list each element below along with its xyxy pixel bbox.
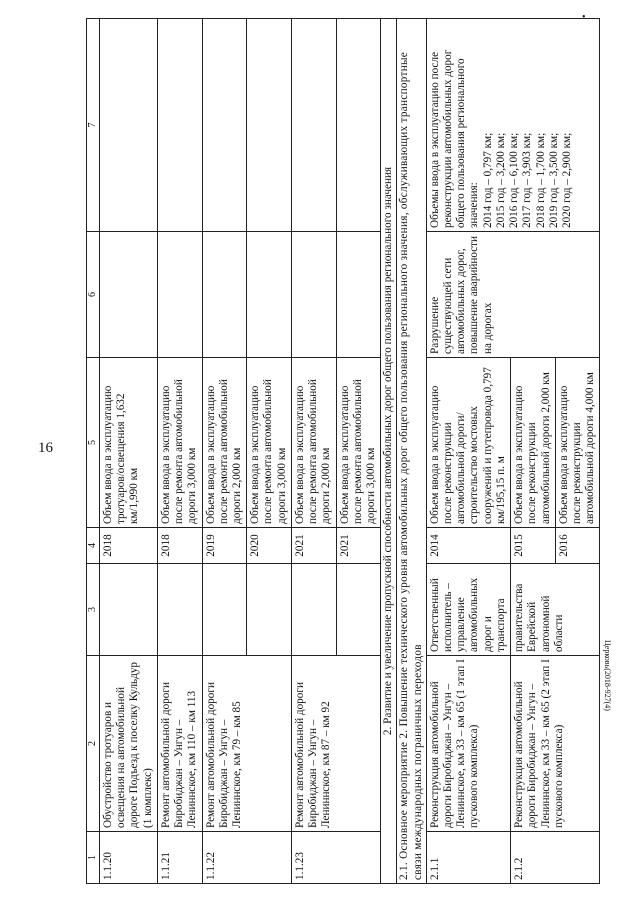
program-table	[86, 18, 600, 884]
indicator-line: 2020 год – 2,900 км;	[561, 132, 573, 228]
executor-cell	[291, 564, 336, 656]
table-row	[100, 19, 158, 884]
header-cell: 2	[87, 656, 100, 832]
header-cell: 1	[87, 832, 100, 884]
measure-name: Обустройство тротуаров и освещения на автомобильной дороге Подъезд к поселку Кульдур (1 комплекс)	[100, 656, 158, 832]
row-number: 1.1.21	[157, 832, 202, 884]
executor-cell	[100, 564, 158, 656]
table-row	[202, 19, 247, 884]
result-cell: Объем ввода в эксплуатацию после ремонта автомобильной дороги 3,000 км	[157, 358, 202, 528]
executor-cell	[202, 564, 247, 656]
indicator-cell	[426, 19, 600, 232]
table-row	[426, 19, 510, 884]
indicator-cell	[100, 19, 158, 232]
footer-reference: Церковь(2018-927(4)	[603, 640, 612, 711]
result-cell: Объем ввода в эксплуатацию после ремонта автомобильной дороги 2,000 км	[202, 358, 247, 528]
consequence-cell	[100, 232, 158, 358]
executor-cell	[157, 564, 202, 656]
indicator-line: 2016 год – 6,100 км;	[508, 132, 521, 228]
year-cell: 2019	[202, 528, 247, 564]
measure-name: Ремонт автомобильной дороги Биробиджан – Унгун – Лениннское, км 79 – км 85	[202, 656, 291, 832]
result-cell: Объем ввода в эксплуатацию после ремонта автомобильной дороги 2,000 км	[291, 358, 336, 528]
indicator-cell	[247, 19, 292, 232]
year-cell: 2015	[511, 528, 556, 564]
indicator-line: 2014 год – 0,797 км;	[481, 132, 494, 228]
measure-name: Реконструкция автомобильной дороги Биробиджан – Унгун – Лениннское, км 33 – км 65 (2 этап I пускового комплекса)	[511, 656, 600, 832]
consequence-cell	[336, 232, 381, 358]
row-number: 2.1.1	[426, 832, 510, 884]
result-cell: Объем ввода в эксплуатацию после ремонта автомобильной дороги 3,000 км	[336, 358, 381, 528]
subsection-row	[397, 19, 426, 884]
rotated-table-sheet	[86, 19, 598, 884]
measure-name: Ремонт автомобильной дороги Биробиджан – Унгун – Лениннское, км 87 – км 92	[291, 656, 380, 832]
header-cell: 4	[87, 528, 100, 564]
indicator-cell	[202, 19, 247, 232]
table-header-row	[87, 19, 100, 884]
executor-cell: правительства Еврейской автономной области	[511, 564, 600, 656]
consequence-cell	[247, 232, 292, 358]
executor-cell	[336, 564, 381, 656]
indicator-line: 2015 год – 3,200 км;	[494, 132, 507, 228]
indicator-line: 2018 год – 1,700 км;	[534, 132, 547, 228]
header-cell: 3	[87, 564, 100, 656]
year-cell: 2018	[100, 528, 158, 564]
table-row	[291, 19, 336, 884]
executor-cell	[247, 564, 292, 656]
result-cell: Объем ввода в эксплуатацию после реконструкции автомобильной дороги 4,000 км	[555, 358, 600, 528]
result-cell: Объем ввода в эксплуатацию после реконструкции автомобильной дороги 2,000 км	[511, 358, 556, 528]
year-cell: 2021	[336, 528, 381, 564]
consequence-cell	[157, 232, 202, 358]
measure-name: Реконструкция автомобильной дороги Биробиджан – Унгун – Лениннское, км 33 – км 65 (1 этап I пускового комплекса)	[426, 656, 510, 832]
row-number: 1.1.22	[202, 832, 291, 884]
year-cell: 2018	[157, 528, 202, 564]
consequence-cell: Разрушение существующей сети автомобильных дорог, повышение аварийности на дорогах	[426, 232, 600, 358]
indicator-cell	[157, 19, 202, 232]
header-cell: 5	[87, 358, 100, 528]
header-cell: 7	[87, 19, 100, 232]
indicator-cell	[291, 19, 336, 232]
subsection-title: 2.1. Основное мероприятие 2. Повышение технического уровня автомобильных дорог общего пользования регионального значения, обслуживающих транспортные связи международных пограничных переходов	[397, 19, 426, 884]
result-cell: Объем ввода в эксплуатацию после ремонта автомобильной дороги 3,000 км	[247, 358, 292, 528]
section-row	[381, 19, 397, 884]
row-number: 1.1.20	[100, 832, 158, 884]
year-cell: 2020	[247, 528, 292, 564]
indicator-line: 2017 год – 3,903 км;	[521, 132, 534, 228]
executor-cell: Ответственный исполнитель – управление автомобильных дорог и транспорта	[426, 564, 510, 656]
header-cell: 6	[87, 232, 100, 358]
indicator-text: Объемы ввода в эксплуатацию после реконструкции автомобильных дорог общего пользования регионального значения:	[428, 49, 481, 228]
corner-mark: •	[582, 12, 586, 23]
section-title: 2. Развитие и увеличение пропускной способности автомобильных дорог общего пользования регионального значения	[381, 19, 397, 884]
result-cell: Объем ввода в эксплуатацию тротуаров/освещения 1,632 км/1,990 км	[100, 358, 158, 528]
indicator-cell	[336, 19, 381, 232]
indicator-line: 2019 год – 3,500 км;	[547, 132, 560, 228]
row-number: 1.1.23	[291, 832, 380, 884]
row-number: 2.1.2	[511, 832, 600, 884]
year-cell: 2014	[426, 528, 510, 564]
measure-name: Ремонт автомобильной дороги Биробиджан – Унгун – Лениннское, км 110 – км 113	[157, 656, 202, 832]
result-cell: Объем ввода в эксплуатацию после реконструкции автомобильной дороги/строительство мостовых сооружений и путепровода 0,797 км/195,15 п. м	[426, 358, 510, 528]
table-row	[157, 19, 202, 884]
year-cell: 2021	[291, 528, 336, 564]
year-cell: 2016	[555, 528, 600, 564]
consequence-cell	[291, 232, 336, 358]
consequence-cell	[202, 232, 247, 358]
page-number: 16	[38, 440, 53, 456]
